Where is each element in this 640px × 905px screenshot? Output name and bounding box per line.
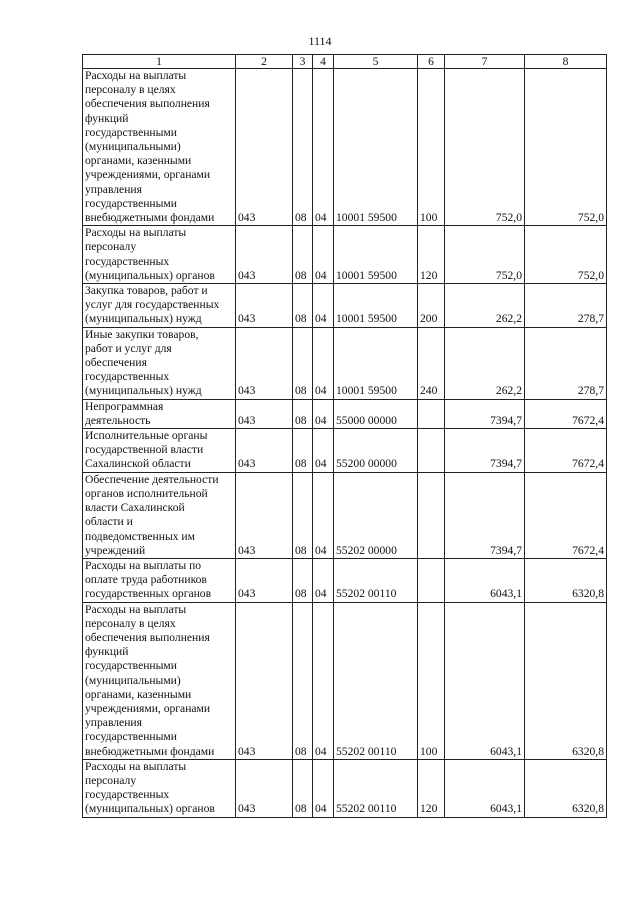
expense-name-cell	[83, 69, 236, 226]
amount-column-7: 7394,7	[445, 429, 525, 473]
subsection-code: 04	[313, 759, 334, 817]
expense-name-line: Расходы на выплаты	[85, 69, 187, 82]
target-article-code: 55202 00000	[334, 472, 418, 558]
expense-name-line: государственных органов	[85, 587, 212, 601]
ministry-code: 043	[236, 472, 293, 558]
subsection-code: 04	[313, 284, 334, 328]
table-body	[83, 69, 607, 818]
table-row	[83, 472, 607, 558]
target-article-code: 10001 59500	[334, 226, 418, 284]
ministry-code: 043	[236, 69, 293, 226]
section-code: 08	[293, 472, 313, 558]
amount-column-8: 6320,8	[525, 558, 607, 602]
expense-type-code: 100	[418, 602, 445, 759]
expense-name-line: (муниципальных) органов	[85, 802, 215, 816]
expense-type-code: 120	[418, 759, 445, 817]
expense-name-cell	[83, 472, 236, 558]
expense-name-line: (муниципальными)	[85, 673, 181, 687]
amount-column-8: 7672,4	[525, 472, 607, 558]
ministry-code: 043	[236, 327, 293, 399]
target-article-code: 55200 00000	[334, 429, 418, 473]
table-row	[83, 429, 607, 473]
expense-name-cell	[83, 399, 236, 428]
column-header: 3	[293, 55, 313, 69]
amount-column-7: 752,0	[445, 69, 525, 226]
section-code: 08	[293, 69, 313, 226]
section-code: 08	[293, 284, 313, 328]
amount-column-8: 6320,8	[525, 759, 607, 817]
amount-column-8: 752,0	[525, 226, 607, 284]
expense-name-cell	[83, 759, 236, 817]
expense-name-line: персоналу	[85, 773, 137, 787]
ministry-code: 043	[236, 284, 293, 328]
ministry-code: 043	[236, 399, 293, 428]
expense-name-cell	[83, 284, 236, 328]
expense-name-line: области и	[85, 515, 133, 529]
expense-name-cell	[83, 429, 236, 473]
expense-name-cell	[83, 602, 236, 759]
expense-name-line: Непрограммная	[85, 399, 164, 413]
expense-name-line: обеспечения выполнения	[85, 97, 210, 111]
expense-name-line: государственных	[85, 254, 170, 268]
section-code: 08	[293, 558, 313, 602]
expense-name-line: обеспечения выполнения	[85, 630, 210, 644]
expense-name-line: (муниципальных) нужд	[85, 312, 202, 326]
column-header: 5	[334, 55, 418, 69]
expense-name-line: государственной власти	[85, 443, 204, 457]
expense-name-line: Обеспечение деятельности	[85, 472, 219, 486]
section-code: 08	[293, 602, 313, 759]
expense-name-line: функций	[85, 645, 129, 659]
column-header: 7	[445, 55, 525, 69]
table-row	[83, 226, 607, 284]
target-article-code: 55202 00110	[334, 558, 418, 602]
table-row	[83, 327, 607, 399]
amount-column-7: 6043,1	[445, 602, 525, 759]
subsection-code: 04	[313, 327, 334, 399]
amount-column-7: 752,0	[445, 226, 525, 284]
expense-name-line: внебюджетными фондами	[85, 211, 215, 225]
subsection-code: 04	[313, 602, 334, 759]
expense-type-code: 240	[418, 327, 445, 399]
expense-name-line: учреждений	[85, 543, 146, 557]
expense-name-line: (муниципальных) нужд	[85, 384, 202, 398]
expense-type-code	[418, 558, 445, 602]
amount-column-8: 278,7	[525, 327, 607, 399]
expense-type-code: 100	[418, 69, 445, 226]
expense-name-line: государственными	[85, 730, 177, 744]
expense-name-line: власти Сахалинской	[85, 501, 185, 515]
subsection-code: 04	[313, 69, 334, 226]
amount-column-7: 7394,7	[445, 472, 525, 558]
expense-name-line: Исполнительные органы	[85, 429, 208, 443]
expense-type-code	[418, 399, 445, 428]
subsection-code: 04	[313, 429, 334, 473]
ministry-code: 043	[236, 429, 293, 473]
column-header: 1	[83, 55, 236, 69]
amount-column-7: 7394,7	[445, 399, 525, 428]
target-article-code: 55202 00110	[334, 602, 418, 759]
expense-name-line: (муниципальных) органов	[85, 268, 215, 282]
section-code: 08	[293, 399, 313, 428]
target-article-code: 10001 59500	[334, 284, 418, 328]
subsection-code: 04	[313, 399, 334, 428]
expense-name-line: оплате труда работников	[85, 573, 207, 587]
expense-name-line: органами, казенными	[85, 687, 192, 701]
amount-column-8: 6320,8	[525, 602, 607, 759]
expense-name-line: Расходы на выплаты	[85, 759, 187, 773]
expense-name-line: органами, казенными	[85, 154, 192, 168]
expense-name-line: Иные закупки товаров,	[85, 327, 199, 341]
target-article-code: 10001 59500	[334, 327, 418, 399]
table-row	[83, 602, 607, 759]
ministry-code: 043	[236, 558, 293, 602]
column-header: 8	[525, 55, 607, 69]
expense-name-line: государственными	[85, 125, 177, 139]
target-article-code: 55000 00000	[334, 399, 418, 428]
expense-name-cell	[83, 226, 236, 284]
expense-name-line: управления	[85, 716, 142, 730]
section-code: 08	[293, 327, 313, 399]
amount-column-7: 6043,1	[445, 558, 525, 602]
expense-name-line: Сахалинской области	[85, 457, 191, 471]
expense-name-line: деятельность	[85, 413, 151, 427]
expense-name-line: учреждениями, органами	[85, 168, 211, 182]
expense-name-line: управления	[85, 182, 142, 196]
amount-column-7: 6043,1	[445, 759, 525, 817]
ministry-code: 043	[236, 602, 293, 759]
expense-name-line: персоналу в целях	[85, 83, 176, 97]
expense-name-line: работ и услуг для	[85, 341, 172, 355]
target-article-code: 10001 59500	[334, 69, 418, 226]
expense-name-line: (муниципальными)	[85, 140, 181, 154]
expense-name-line: органов исполнительной	[85, 486, 208, 500]
expense-name-line: персоналу в целях	[85, 616, 176, 630]
expense-name-line: услуг для государственных	[85, 298, 220, 312]
section-code: 08	[293, 226, 313, 284]
expense-name-line: государственных	[85, 370, 170, 384]
expense-type-code: 120	[418, 226, 445, 284]
table-row	[83, 69, 607, 226]
expense-name-line: учреждениями, органами	[85, 701, 211, 715]
subsection-code: 04	[313, 558, 334, 602]
subsection-code: 04	[313, 472, 334, 558]
expense-name-line: персоналу	[85, 240, 137, 254]
expense-name-line: внебюджетными фондами	[85, 744, 215, 758]
amount-column-8: 7672,4	[525, 429, 607, 473]
expense-type-code	[418, 429, 445, 473]
amount-column-8: 7672,4	[525, 399, 607, 428]
expense-type-code	[418, 472, 445, 558]
expense-name-cell	[83, 327, 236, 399]
expense-name-line: подведомственных им	[85, 529, 195, 543]
column-header: 6	[418, 55, 445, 69]
section-code: 08	[293, 429, 313, 473]
budget-table	[82, 54, 607, 818]
table-row	[83, 284, 607, 328]
expense-name-line: Расходы на выплаты	[85, 602, 187, 616]
expense-name-line: Расходы на выплаты по	[85, 558, 202, 572]
column-header: 2	[236, 55, 293, 69]
table-row	[83, 759, 607, 817]
expense-name-line: обеспечения	[85, 356, 147, 370]
amount-column-7: 262,2	[445, 327, 525, 399]
expense-name-line: государственных	[85, 788, 170, 802]
ministry-code: 043	[236, 759, 293, 817]
expense-name-cell	[83, 558, 236, 602]
column-header: 4	[313, 55, 334, 69]
subsection-code: 04	[313, 226, 334, 284]
expense-name-line: Расходы на выплаты	[85, 226, 187, 240]
expense-name-line: функций	[85, 111, 129, 125]
amount-column-8: 752,0	[525, 69, 607, 226]
page-number: 1114	[308, 34, 332, 48]
table-row	[83, 558, 607, 602]
expense-name-line: государственными	[85, 659, 177, 673]
section-code: 08	[293, 759, 313, 817]
expense-name-line: Закупка товаров, работ и	[85, 284, 208, 298]
amount-column-8: 278,7	[525, 284, 607, 328]
ministry-code: 043	[236, 226, 293, 284]
target-article-code: 55202 00110	[334, 759, 418, 817]
expense-name-line: государственными	[85, 196, 177, 210]
header-row	[83, 55, 607, 69]
amount-column-7: 262,2	[445, 284, 525, 328]
table-row	[83, 399, 607, 428]
expense-type-code: 200	[418, 284, 445, 328]
